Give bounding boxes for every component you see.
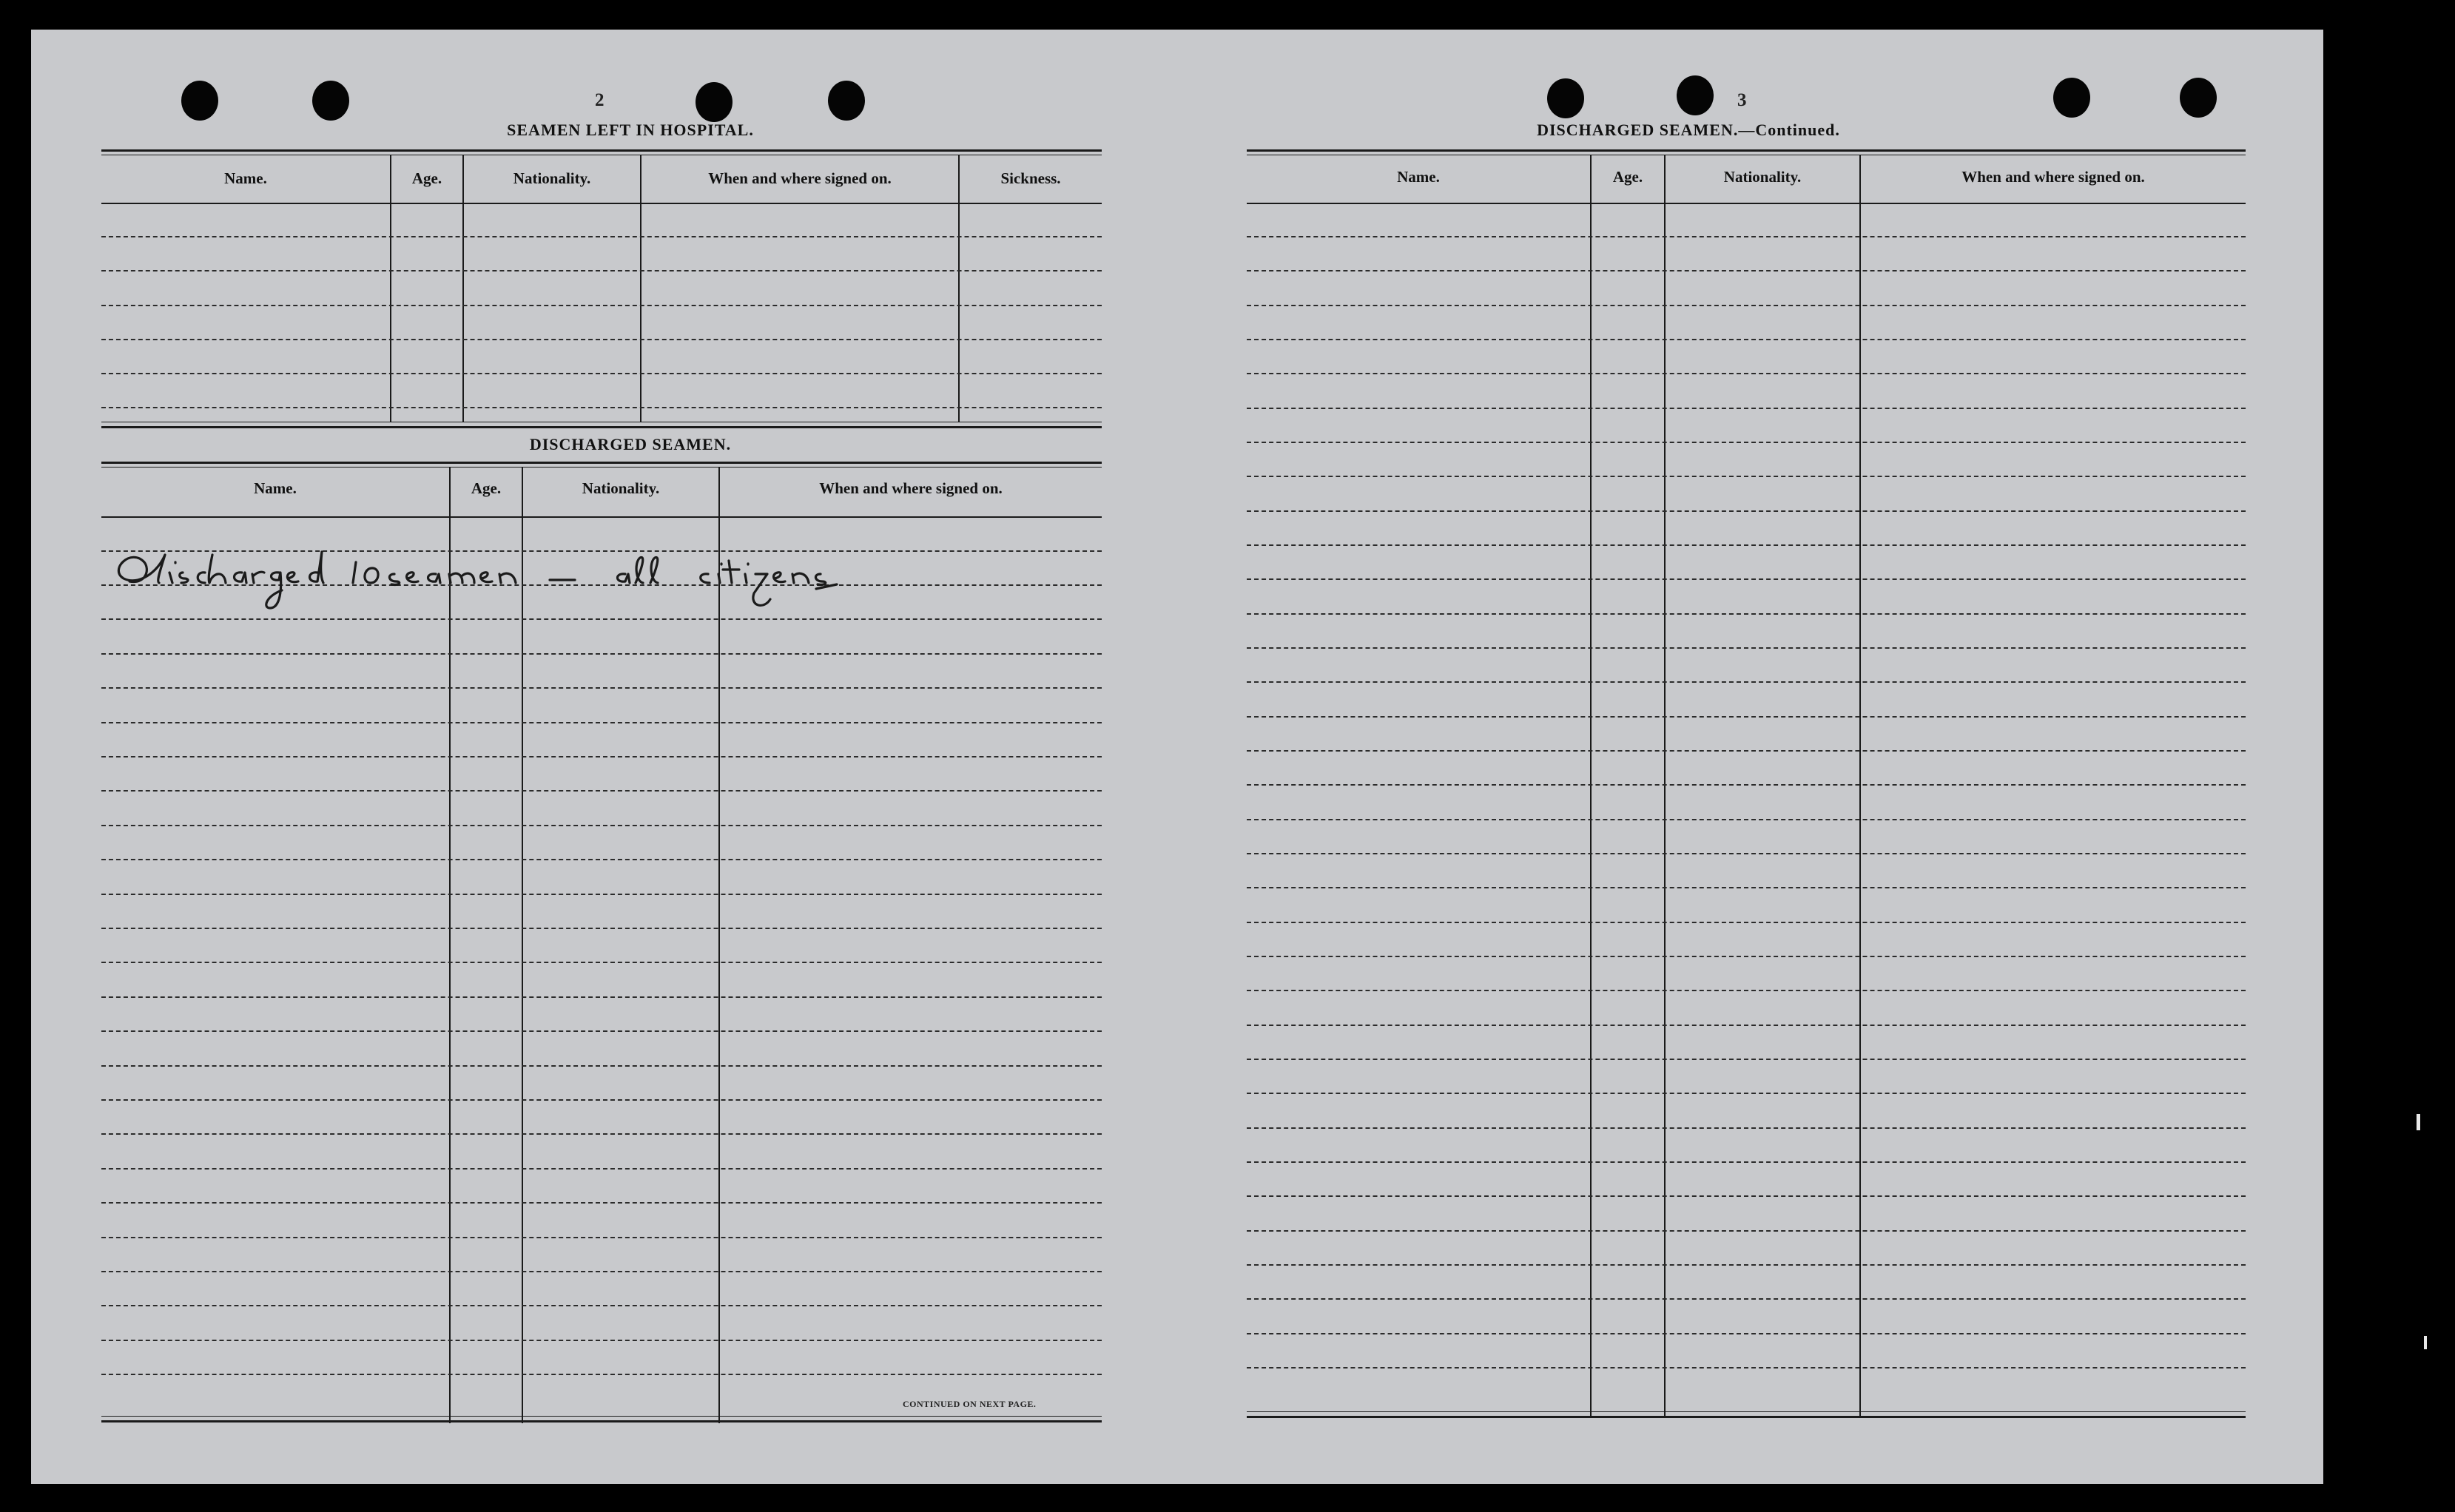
left-page-number: 2 — [595, 90, 605, 110]
ledger-scan — [31, 30, 2323, 1484]
hospital-col-name: Name. — [224, 169, 267, 187]
discharged-col-name: Name. — [254, 479, 297, 497]
discharged-col-nationality: Nationality. — [582, 479, 660, 497]
binder-hole-4 — [828, 81, 865, 121]
hospital-col-signed-on: When and where signed on. — [708, 169, 892, 187]
continued-col-name: Name. — [1397, 168, 1440, 186]
binder-hole-5 — [1547, 78, 1584, 118]
hospital-table — [101, 149, 1102, 457]
binder-hole-1 — [181, 81, 218, 121]
hospital-col-age: Age. — [411, 169, 442, 187]
discharged-continued-title: DISCHARGED SEAMEN.—Continued. — [1537, 121, 1840, 139]
hospital-col-sickness: Sickness. — [1000, 169, 1061, 187]
binder-hole-3 — [696, 82, 733, 122]
handwritten-entry — [101, 540, 1093, 621]
continued-col-age: Age. — [1612, 168, 1643, 186]
discharged-col-signed-on: When and where signed on. — [819, 479, 1003, 497]
edge-mark-2 — [2424, 1336, 2427, 1349]
right-page-number: 3 — [1737, 90, 1747, 110]
binder-hole-7 — [2053, 78, 2090, 118]
continued-col-signed-on: When and where signed on. — [1961, 168, 2145, 186]
discharged-section-title: DISCHARGED SEAMEN. — [529, 435, 732, 453]
binder-hole-6 — [1677, 75, 1714, 115]
continued-footnote: CONTINUED ON NEXT PAGE. — [903, 1399, 1037, 1409]
hospital-col-nationality: Nationality. — [513, 169, 591, 187]
continued-col-nationality: Nationality. — [1723, 168, 1802, 186]
binder-hole-8 — [2180, 78, 2217, 118]
edge-mark-1 — [2417, 1114, 2420, 1130]
hospital-section-title: SEAMEN LEFT IN HOSPITAL. — [507, 121, 754, 139]
binder-hole-2 — [312, 81, 349, 121]
discharged-col-age: Age. — [471, 479, 502, 497]
discharged-continued-table — [1247, 149, 2246, 1422]
